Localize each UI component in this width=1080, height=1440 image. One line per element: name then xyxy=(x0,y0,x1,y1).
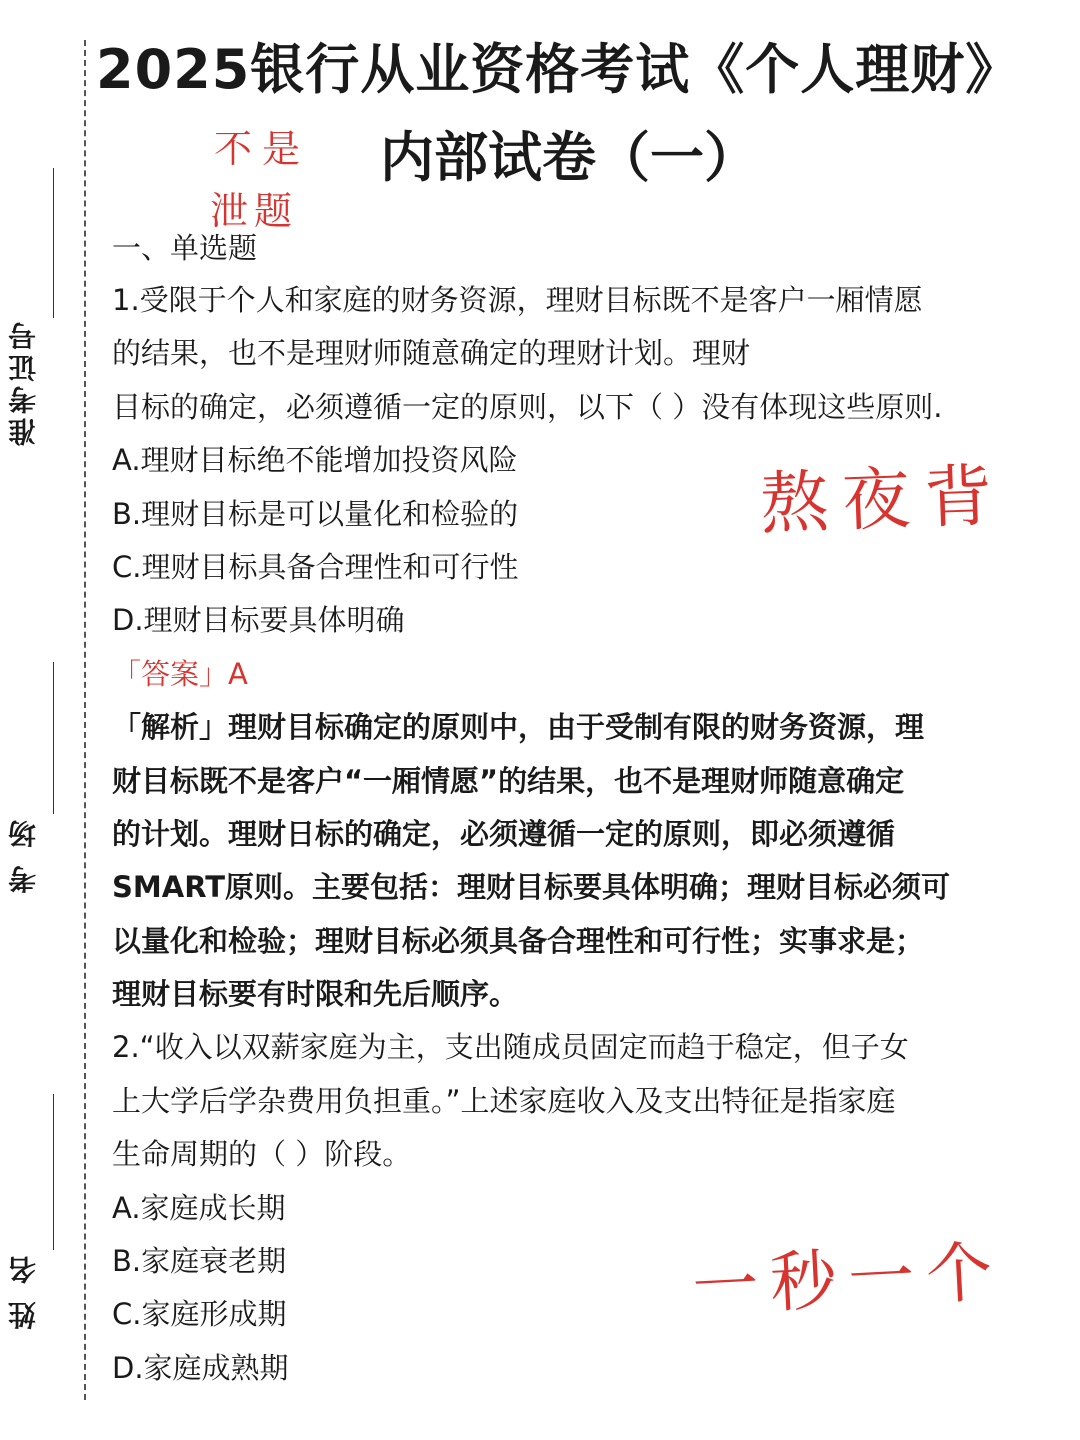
option-a: A.家庭成长期 xyxy=(112,1190,286,1225)
side-label-exam-room: 考 场 xyxy=(7,816,40,894)
analysis-line: 财目标既不是客户“一厢情愿”的结果，也不是理财师随意确定 xyxy=(112,763,905,798)
question-stem-line: 1.受限于个人和家庭的财务资源，理财目标既不是客户一厢情愿 xyxy=(112,283,923,317)
section-title: 一、单选题 xyxy=(112,231,258,265)
option-d: D.理财目标要具体明确 xyxy=(112,603,405,638)
question-stem-line: 2.“收入以双薪家庭为主，支出随成员固定而趋于稳定，但子女 xyxy=(112,1030,909,1065)
side-label-admission-number: 准考证号 xyxy=(7,318,40,446)
side-label-name: 姓 名 xyxy=(7,1252,40,1330)
analysis-line: 理财目标要有时限和先后顺序。 xyxy=(112,977,519,1012)
question-stem-line: 生命周期的（ ）阶段。 xyxy=(112,1137,412,1172)
exam-content xyxy=(112,222,1052,1395)
handwritten-note-one-per-second: 一秒一个 xyxy=(690,1232,1007,1327)
handwritten-note-leak: 泄题 xyxy=(210,189,299,233)
handwritten-note-all-nighter: 熬夜背 xyxy=(758,456,1008,545)
side-rule-exam-room xyxy=(53,662,54,814)
question-stem-line: 目标的确定，必须遵循一定的原则，以下（ ）没有体现这些原则. xyxy=(112,389,943,424)
side-rule-name xyxy=(53,1094,54,1250)
question-1 xyxy=(112,274,1052,1021)
option-b: B.家庭衰老期 xyxy=(112,1244,287,1279)
question-stem-line: 上大学后学杂费用负担重。”上述家庭收入及支出特征是指家庭 xyxy=(112,1083,896,1118)
page-title: 2025银行从业资格考试《个人理财》 xyxy=(96,38,1021,101)
question-2 xyxy=(112,1021,1052,1395)
side-rule-admission-number xyxy=(53,168,54,318)
analysis-line: 「解析」理财目标确定的原则中，由于受制有限的财务资源，理 xyxy=(112,710,925,745)
binding-dashed-line xyxy=(84,40,86,1400)
analysis-line: 以量化和检验；理财目标必须具备合理性和可行性；实事求是； xyxy=(112,923,925,958)
answer: 「答案」A xyxy=(112,656,248,691)
analysis-line: SMART原则。主要包括：理财目标要具体明确；理财目标必须可 xyxy=(112,870,950,905)
handwritten-note-not: 不是 xyxy=(214,127,311,171)
option-b: B.理财目标是可以量化和检验的 xyxy=(112,496,519,531)
page-subtitle: 内部试卷（一） xyxy=(380,126,758,189)
analysis xyxy=(112,701,1052,1021)
analysis-line: 的计划。理财日标的确定，必须遵循一定的原则，即必须遵循 xyxy=(112,816,896,851)
option-d: D.家庭成熟期 xyxy=(112,1350,289,1385)
option-a: A.理财目标绝不能增加投资风险 xyxy=(112,443,518,478)
option-c: C.家庭形成期 xyxy=(112,1297,287,1332)
question-stem-line: 的结果，也不是理财师随意确定的理财计划。理财 xyxy=(112,336,751,371)
option-c: C.理财目标具备合理性和可行性 xyxy=(112,549,519,584)
